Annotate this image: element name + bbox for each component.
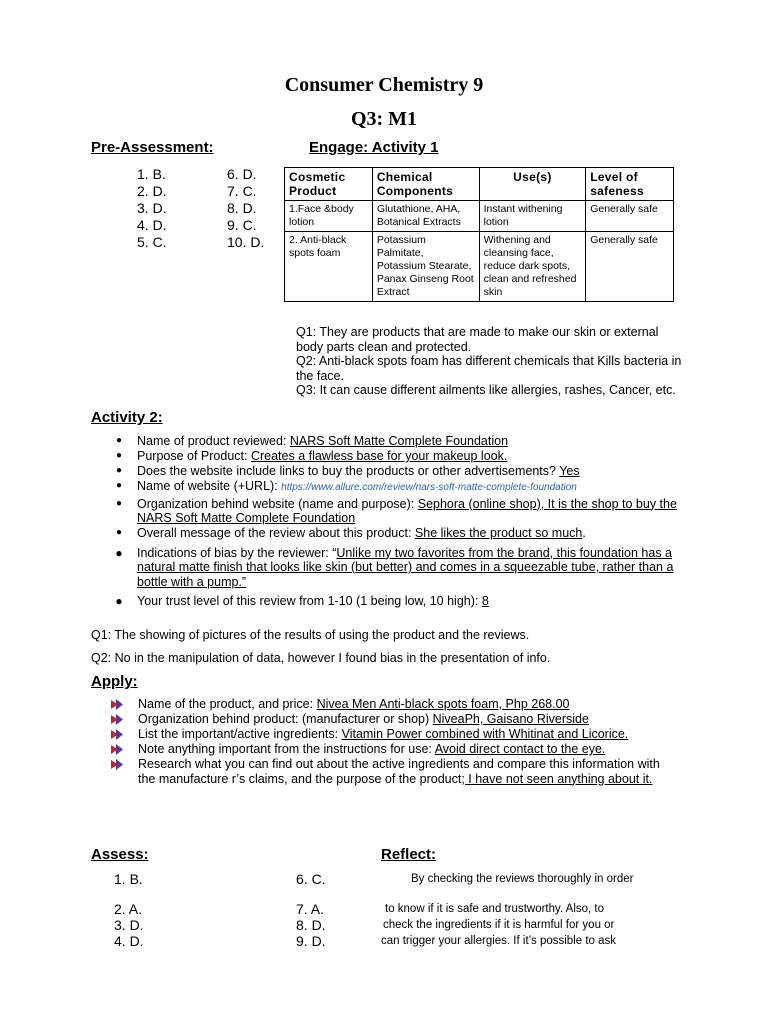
document-subtitle: Q3: M1 [350, 108, 418, 130]
table-cell: Generally safe [586, 232, 674, 302]
engage-table [284, 167, 674, 302]
table-cell: Instant withening lotion [479, 201, 586, 232]
reflect-heading: Reflect: [381, 846, 437, 863]
activity2-list [109, 434, 689, 609]
table-header-cell: Use(s) [479, 168, 586, 201]
arrow-bullet-icon [111, 699, 123, 710]
engage-answer-q3: Q3: It can cause different ailments like allergies, rashes, Cancer, etc. [296, 383, 676, 397]
bullet-icon: ● [115, 545, 123, 560]
answer: 4. D. [137, 217, 167, 233]
apply-heading: Apply: [91, 673, 138, 690]
pre-assessment-col1 [137, 166, 167, 251]
activity2-heading: Activity 2: [91, 409, 163, 426]
table-cell: Glutathione, AHA, Botanical Extracts [372, 201, 479, 232]
table-cell: 2. Anti-black spots foam [285, 232, 373, 302]
answer: 5. C. [137, 234, 167, 250]
bullet-icon: ● [115, 450, 123, 461]
assess-answer: 4. D. [114, 933, 144, 949]
list-item: Name of the product, and price: Nivea Men Anti-black spots foam, Php 268.00 [110, 697, 680, 712]
list-item: List the important/active ingredients: Vitamin Power combined with Whitinat and Licorice. [110, 727, 680, 742]
pre-assessment-col2 [227, 166, 264, 251]
engage-answers [296, 325, 686, 398]
engage-heading: Engage: Activity 1 [309, 139, 439, 156]
activity2-q2: Q2: No in the manipulation of data, however I found bias in the presentation of info. [91, 651, 551, 665]
list-item: ● Your trust level of this review from 1-10 (1 being low, 10 high): 8 [109, 594, 689, 609]
table-header-cell: Chemical Components [372, 168, 479, 201]
assess-answer: 2. A. [114, 901, 143, 917]
assess-answer: 8. D. [296, 917, 326, 933]
pre-assessment-heading: Pre-Assessment: [91, 139, 214, 156]
list-item: ● Organization behind website (name and purpose): Sephora (online shop), It is the shop to buy the NARS Soft Matte Complete Foundation [109, 497, 689, 526]
reflect-line: By checking the reviews thoroughly in order [411, 873, 634, 885]
list-item: ● Overall message of the review about this product: She likes the product so much. [109, 526, 689, 541]
table-row [285, 232, 674, 302]
assess-answer: 1. B. [114, 871, 143, 887]
arrow-bullet-icon [111, 744, 123, 755]
table-header-cell: Level of safeness [586, 168, 674, 201]
apply-list [110, 697, 680, 787]
list-item: ● Name of website (+URL): https://www.allure.com/review/nars-soft-matte-complete-foundation [109, 479, 689, 496]
reflect-line: can trigger your allergies. If it’s possible to ask [381, 935, 617, 947]
bullet-icon: ● [115, 594, 123, 608]
list-item: Organization behind product: (manufacturer or shop) NiveaPh, Gaisano Riverside [110, 712, 680, 727]
table-row [285, 201, 674, 232]
answer: 2. D. [137, 183, 167, 199]
document-title: Consumer Chemistry 9 [284, 74, 484, 96]
table-header-row [285, 168, 674, 201]
reflect-line: to know if it is safe and trustworthy. Also, to [385, 903, 605, 915]
assess-answer: 7. A. [296, 901, 325, 917]
answer: 6. D. [227, 166, 257, 182]
list-item: ● Does the website include links to buy the products or other advertisements? Yes [109, 464, 689, 479]
table-header-cell: Cosmetic Product [285, 168, 373, 201]
arrow-bullet-icon [111, 729, 123, 740]
answer: 7. C. [227, 183, 257, 199]
table-cell: 1.Face &body lotion [285, 201, 373, 232]
answer: 8. D. [227, 200, 257, 216]
list-item: Note anything important from the instructions for use: Avoid direct contact to the eye. [110, 742, 680, 757]
list-item: ● Name of product reviewed: NARS Soft Matte Complete Foundation [109, 434, 689, 449]
table-cell: Potassium Palmitate, Potassium Stearate, Panax Ginseng Root Extract [372, 232, 479, 302]
arrow-bullet-icon [111, 759, 123, 770]
bullet-icon: ● [115, 435, 123, 446]
assess-answer: 9. D. [296, 933, 326, 949]
table-cell: Withening and cleansing face, reduce dark spots, clean and refreshed skin [479, 232, 586, 302]
answer: 10. D. [227, 234, 265, 250]
table-cell: Generally safe [586, 201, 674, 232]
bullet-icon: ● [115, 480, 123, 491]
list-item: ● Purpose of Product: Creates a flawless base for your makeup look. [109, 449, 689, 464]
assess-answer: 6. C. [296, 871, 326, 887]
reflect-line: check the ingredients if it is harmful for you or [383, 919, 615, 931]
engage-answer-q2: Q2: Anti-black spots foam has different chemicals that Kills bacteria in the face. [296, 354, 682, 383]
bullet-icon: ● [115, 497, 123, 509]
website-url-link[interactable]: https://www.allure.com/review/nars-soft-matte-complete-foundation [281, 482, 577, 493]
answer: 3. D. [137, 200, 167, 216]
engage-answer-q1: Q1: They are products that are made to make our skin or external body parts clean and protected. [296, 325, 659, 354]
activity2-q1: Q1: The showing of pictures of the results of using the product and the reviews. [91, 628, 530, 642]
list-item: Research what you can find out about the active ingredients and compare this information with the manufacture r’s claims, and the purpose of the product; I have not seen anything about it. [110, 757, 680, 786]
answer: 1. B. [137, 166, 166, 182]
assess-answer: 3. D. [114, 917, 144, 933]
answer: 9. C. [227, 217, 257, 233]
bullet-icon: ● [115, 527, 123, 538]
list-item: ● Indications of bias by the reviewer: “Unlike my two favorites from the brand, this foundation has a natural matte finish that looks like skin (but better) and comes in a squeezable tube, rather than a bottle with a pump.” [109, 546, 689, 590]
arrow-bullet-icon [111, 714, 123, 725]
assess-heading: Assess: [91, 846, 149, 863]
bullet-icon: ● [115, 465, 123, 476]
